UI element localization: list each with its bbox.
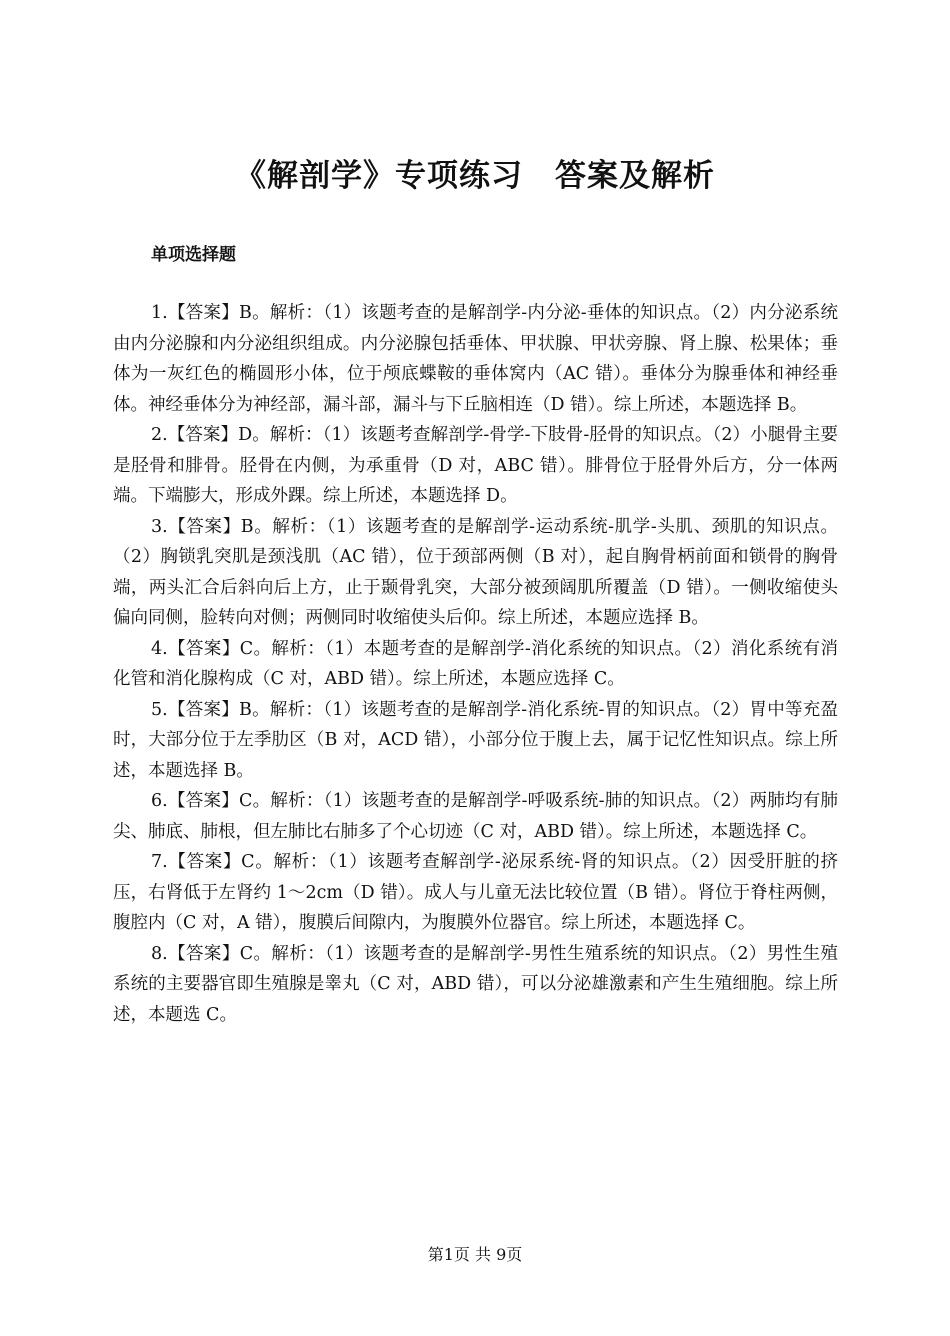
answer-item-5: 5.【答案】B。解析：（1）该题考查的是解剖学-消化系统-胃的知识点。（2）胃中等充盈时，大部分位于左季肋区（B 对，ACD 错），小部分位于腹上去，属于记忆性知识点。综上所述，本题选择 B。 xyxy=(113,699,838,781)
answer-item-1: 1.【答案】B。解析：（1）该题考查的是解剖学-内分泌-垂体的知识点。（2）内分泌系统由内分泌腺和内分泌组织组成。内分泌腺包括垂体、甲状腺、甲状旁腺、肾上腺、松果体；垂体为一灰红色的椭圆形小体，位于颅底蝶鞍的垂体窝内（AC 错）。垂体分为腺垂体和神经垂体。神经垂体分为神经部，漏斗部，漏斗与下丘脑相连（D 错）。综上所述，本题选择 B。 xyxy=(113,303,838,415)
answer-item-3: 3.【答案】B。解析：（1）该题考查的是解剖学-运动系统-肌学-头肌、颈肌的知识点。（2）胸锁乳突肌是颈浅肌（AC 错），位于颈部两侧（B 对），起自胸骨柄前面和锁骨的胸骨端，两头汇合后斜向后上方，止于颞骨乳突，大部分被颈阔肌所覆盖（D 错）。一侧收缩使头偏向同侧，脸转向对侧；两侧同时收缩使头后仰。综上所述，本题应选择 B。 xyxy=(113,516,838,628)
document-title: 《解剖学》专项练习 答案及解析 xyxy=(235,158,715,194)
answer-item-4: 4.【答案】C。解析：（1）本题考查的是解剖学-消化系统的知识点。（2）消化系统有消化管和消化腺构成（C 对，ABD 错）。综上所述，本题应选择 C。 xyxy=(113,638,838,689)
answer-item-7: 7.【答案】C。解析：（1）该题考查解剖学-泌尿系统-肾的知识点。（2）因受肝脏的挤压，右肾低于左肾约 1～2cm（D 错）。成人与儿童无法比较位置（B 错）。肾位于脊柱两侧，腹腔内（C 对，A 错），腹膜后间隙内，为腹膜外位器官。综上所述，本题选择 C。 xyxy=(113,852,838,933)
answer-item-8: 8.【答案】C。解析：（1）该题考查的是解剖学-男性生殖系统的知识点。（2）男性生殖系统的主要器官即生殖腺是睾丸（C 对，ABD 错），可以分泌雄激素和产生生殖细胞。综上所述，本题选 C。 xyxy=(113,943,838,1025)
answer-item-6: 6.【答案】C。解析：（1）该题考查的是解剖学-呼吸系统-肺的知识点。（2）两肺均有肺尖、肺底、肺根，但左肺比右肺多了个心切迹（C 对，ABD 错）。综上所述，本题选择 C。 xyxy=(113,791,838,842)
page-footer: 第1页 共 9页 xyxy=(427,1245,523,1264)
answer-item-2: 2.【答案】D。解析：（1）该题考查解剖学-骨学-下肢骨-胫骨的知识点。（2）小腿骨主要是胫骨和腓骨。胫骨在内侧，为承重骨（D 对，ABC 错）。腓骨位于胫骨外后方，分一体两端。下端膨大，形成外踝。综上所述，本题选择 D。 xyxy=(113,425,838,506)
answer-list xyxy=(113,298,838,1030)
section-heading: 单项选择题 xyxy=(151,245,236,265)
